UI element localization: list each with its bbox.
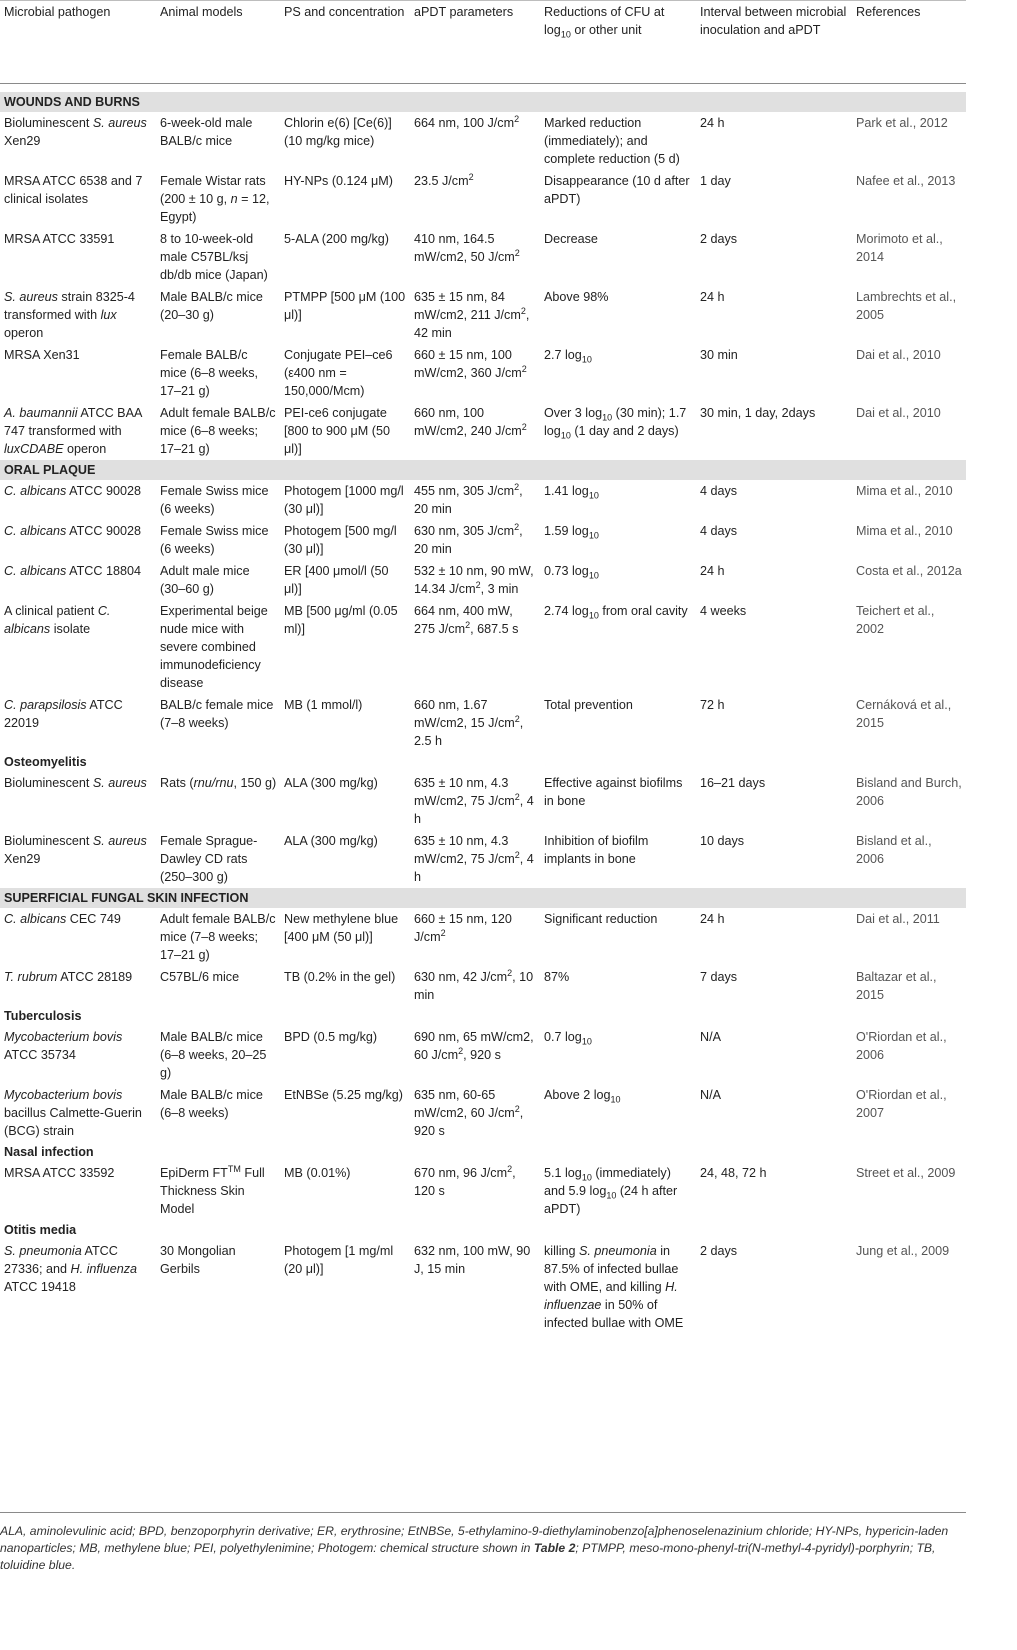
cell-ps: MB (0.01%) [284, 1166, 351, 1180]
cell-reference: Morimoto et al., 2014 [856, 232, 943, 264]
cell-pathogen: S. pneumonia ATCC 27336; and H. influenza ATCC 19418 [4, 1244, 138, 1294]
table-row [0, 694, 966, 752]
cell-reduction: Total prevention [544, 698, 633, 712]
cell-pathogen: Mycobacterium bovis ATCC 35734 [4, 1030, 123, 1062]
cell-animal: Male BALB/c mice (20–30 g) [160, 290, 263, 322]
cell-interval: 4 days [700, 484, 738, 498]
cell-pathogen: S. aureus strain 8325-4 transformed with lux operon [4, 290, 135, 340]
cell-interval: 4 days [700, 524, 738, 538]
cell-interval: 10 days [700, 834, 745, 848]
cell-ps: ER [400 μmol/l (50 μl)] [284, 564, 389, 596]
table-header [0, 1, 966, 84]
cell-reduction: Inhibition of biofilm implants in bone [544, 834, 649, 866]
cell-apdt: 664 nm, 400 mW, 275 $J/cm^2$, 687.5 s [414, 604, 519, 636]
cell-interval: 1 day [700, 174, 731, 188]
cell-pathogen: Bioluminescent S. aureus Xen29 [4, 116, 147, 148]
cell-apdt: 455 nm, 305 $J/cm^2$, 20 min [414, 481, 523, 516]
cell-pathogen: C. albicans CEC 749 [4, 912, 121, 926]
table-row [0, 1162, 966, 1220]
cell-animal: 8 to 10-week-old male C57BL/ksj db/db mice (Japan) [160, 232, 268, 282]
header-pathogen: Microbial pathogen [0, 1, 156, 84]
header-references: References [852, 1, 966, 84]
header-animal: Animal models [156, 1, 280, 84]
cell-reduction: 0.7 $\log_{10}$ [544, 1030, 592, 1047]
cell-reference: Lambrechts et al., 2005 [856, 290, 957, 322]
cell-ps: Photogem [1000 mg/l (30 μl)] [284, 484, 404, 516]
cell-ps: BPD (0.5 mg/kg) [284, 1030, 378, 1044]
table-body [0, 84, 966, 1335]
cell-reference: Street et al., 2009 [856, 1166, 956, 1180]
cell-ps: PEI-ce6 conjugate [800 to 900 μM (50 μl)] [284, 406, 390, 456]
cell-pathogen: A. baumannii ATCC BAA 747 transformed with luxCDABE operon [4, 406, 142, 456]
header-reduction: Reductions of CFU at $\log_{10}$ or other unit [540, 1, 696, 84]
cell-pathogen: C. albicans ATCC 90028 [4, 484, 141, 498]
cell-reduction: 1.59 $\log_{10}$ [544, 524, 599, 541]
cell-apdt: 630 nm, 42 $J/cm^2$, 10 min [414, 967, 534, 1002]
section-wounds: WOUNDS AND BURNS [0, 92, 966, 112]
table-row [0, 228, 966, 286]
table-row [0, 286, 966, 344]
cell-apdt: 660 ± 15 nm, 100 mW/cm2, 360 $J/cm^2$ [414, 348, 527, 380]
cell-reference: Jung et al., 2009 [856, 1244, 950, 1258]
header-interval: Interval between microbial inoculation and aPDT [696, 1, 852, 84]
section-otitis: Otitis media [4, 1223, 77, 1237]
table-row [0, 520, 966, 560]
cell-reference: Cernáková et al., 2015 [856, 698, 952, 730]
cell-apdt: 532 ± 10 nm, 90 mW, 14.34 $J/cm^2$, 3 min [414, 564, 534, 596]
cell-ps: Conjugate PEI–ce6 (ε400 nm = 150,000/Mcm) [284, 348, 393, 398]
header-apdt: aPDT parameters [410, 1, 540, 84]
table-row [0, 1026, 966, 1084]
cell-pathogen: Mycobacterium bovis bacillus Calmette-Guerin (BCG) strain [4, 1088, 142, 1138]
cell-reference: Dai et al., 2010 [856, 348, 941, 362]
cell-apdt: 410 nm, 164.5 mW/cm2, 50 $J/cm^2$ [414, 232, 520, 264]
cell-pathogen: C. parapsilosis ATCC 22019 [4, 698, 123, 730]
cell-apdt: 23.5 $J/cm^2$ [414, 171, 474, 188]
cell-animal: 6-week-old male BALB/c mice [160, 116, 253, 148]
cell-ps: ALA (300 mg/kg) [284, 834, 378, 848]
table-row [0, 908, 966, 966]
cell-animal: Adult female BALB/c mice (6–8 weeks; 17–21 g) [160, 406, 276, 456]
cell-reference: Park et al., 2012 [856, 116, 948, 130]
cell-interval: 16–21 days [700, 776, 766, 790]
cell-reduction: 5.1 $\log_{10}$ (immediately) and 5.9 $\log_{10} (24$ h after aPDT) [544, 1166, 678, 1216]
cell-apdt: 635 nm, 60-65 mW/cm2, 60 $J/cm^2$, 920 s [414, 1088, 524, 1138]
cell-reference: Baltazar et al., 2015 [856, 970, 937, 1002]
cell-apdt: 635 ± 10 nm, 4.3 mW/cm2, 75 $J/cm^2$, 4 h [414, 834, 534, 884]
cell-animal: Male BALB/c mice (6–8 weeks, 20–25 g) [160, 1030, 267, 1080]
cell-reference: Dai et al., 2010 [856, 406, 941, 420]
cell-apdt: 635 ± 10 nm, 4.3 mW/cm2, 75 $J/cm^2$, 4 h [414, 776, 534, 826]
cell-animal: C57BL/6 mice [160, 970, 240, 984]
cell-reference: Bisland and Burch, 2006 [856, 776, 962, 808]
cell-interval: N/A [700, 1030, 721, 1044]
table-row [0, 772, 966, 830]
cell-reduction: Above 2 $\log_{10}$ [544, 1088, 621, 1105]
cell-animal: Adult male mice (30–60 g) [160, 564, 250, 596]
table-row [0, 480, 966, 520]
cell-pathogen: Bioluminescent S. aureus Xen29 [4, 834, 147, 866]
cell-interval: 2 days [700, 232, 738, 246]
cell-reference: Nafee et al., 2013 [856, 174, 956, 188]
table-row [0, 600, 966, 694]
cell-reduction: 1.41 $\log_{10}$ [544, 484, 599, 501]
cell-interval: 7 days [700, 970, 738, 984]
cell-apdt: 660 nm, 1.67 mW/cm2, 15 $J/cm^2$, 2.5 h [414, 698, 524, 748]
cell-interval: 24 h [700, 564, 725, 578]
cell-animal: Experimental beige nude mice with severe combined immunodeficiency disease [160, 604, 268, 690]
table-row [0, 966, 966, 1006]
section-fungal: SUPERFICIAL FUNGAL SKIN INFECTION [0, 888, 966, 908]
cell-interval: 24 h [700, 290, 725, 304]
cell-reference: Mima et al., 2010 [856, 524, 953, 538]
cell-ps: Chlorin e(6) [Ce(6)] (10 mg/kg mice) [284, 116, 392, 148]
table-row [0, 112, 966, 170]
cell-ps: HY-NPs (0.124 μM) [284, 174, 393, 188]
cell-interval: 24, 48, 72 h [700, 1166, 767, 1180]
cell-ps: EtNBSe (5.25 mg/kg) [284, 1088, 403, 1102]
cell-reduction: Significant reduction [544, 912, 658, 926]
cell-ps: Photogem [500 mg/l (30 μl)] [284, 524, 397, 556]
cell-pathogen: MRSA Xen31 [4, 348, 80, 362]
cell-reference: Mima et al., 2010 [856, 484, 953, 498]
cell-animal: Female Sprague-Dawley CD rats (250–300 g) [160, 834, 258, 884]
cell-reference: Dai et al., 2011 [856, 912, 940, 926]
cell-apdt: 635 ± 15 nm, 84 mW/cm2, 211 $J/cm^2$, 42 min [414, 290, 530, 340]
cell-ps: Photogem [1 mg/ml (20 μl)] [284, 1244, 394, 1276]
cell-reduction: Over 3 $\log_{10} (30$ min); 1.7 $\log_{10} (1$ day and 2 days) [544, 406, 687, 441]
cell-pathogen: MRSA ATCC 6538 and 7 clinical isolates [4, 174, 143, 206]
cell-reference: O'Riordan et al., 2006 [856, 1030, 947, 1062]
cell-apdt: 632 nm, 100 mW, 90 J, 15 min [414, 1244, 531, 1276]
table-row [0, 402, 966, 460]
table-row [0, 170, 966, 228]
cell-reference: Costa et al., 2012a [856, 564, 962, 578]
section-osteo: Osteomyelitis [4, 755, 87, 769]
cell-pathogen: A clinical patient C. albicans isolate [4, 604, 111, 636]
cell-apdt: 630 nm, 305 $J/cm^2$, 20 min [414, 521, 523, 556]
section-nasal: Nasal infection [4, 1145, 94, 1159]
table-row [0, 560, 966, 600]
cell-apdt: 660 nm, 100 mW/cm2, 240 $J/cm^2$ [414, 406, 527, 438]
cell-interval: 24 h [700, 116, 725, 130]
cell-pathogen: T. rubrum ATCC 28189 [4, 970, 133, 984]
cell-reduction: Disappearance (10 d after aPDT) [544, 174, 690, 206]
cell-animal: BALB/c female mice (7–8 weeks) [160, 698, 274, 730]
table-row [0, 344, 966, 402]
cell-apdt: 670 nm, 96 $J/cm^2$, 120 s [414, 1163, 516, 1198]
cell-pathogen: C. albicans ATCC 18804 [4, 564, 141, 578]
cell-animal: Adult female BALB/c mice (7–8 weeks; 17–21 g) [160, 912, 276, 962]
cell-ps: PTMPP [500 μM (100 μl)] [284, 290, 406, 322]
cell-ps: ALA (300 mg/kg) [284, 776, 378, 790]
table-row [0, 1084, 966, 1142]
cell-animal: Female Swiss mice (6 weeks) [160, 484, 269, 516]
cell-pathogen: MRSA ATCC 33592 [4, 1166, 115, 1180]
cell-reduction: 2.74 $\log_{10}$ from oral cavity [544, 604, 688, 621]
cell-animal: Rats (rnu/rnu, 150 g) [160, 776, 277, 790]
table-footnote: ALA, aminolevulinic acid; BPD, benzoporphyrin derivative; ER, erythrosine; EtNBSe, 5-ethylamino-9-diethylaminobenzo[a]phenoselenazinium chloride; HY-NPs, hypericin-laden nanoparticles; MB, methylene blue; PEI, polyethylenimine; Photogem: chemical structure shown in Table 2; PTMPP, meso-mono-phenyl-tri(N-methyl-4-pyridyl)-porphyrin; TB, toluidine blue. [0, 1512, 966, 1574]
cell-reduction: 0.73 $\log_{10}$ [544, 564, 599, 581]
cell-apdt: 660 ± 15 nm, 120 $J/cm^2$ [414, 912, 512, 944]
cell-reduction: 87% [544, 970, 570, 984]
cell-reduction: 2.7 $\log_{10}$ [544, 348, 592, 365]
cell-reference: O'Riordan et al., 2007 [856, 1088, 947, 1120]
cell-ps: TB (0.2% in the gel) [284, 970, 396, 984]
section-oral: ORAL PLAQUE [0, 460, 966, 480]
cell-interval: 2 days [700, 1244, 738, 1258]
cell-animal: 30 Mongolian Gerbils [160, 1244, 236, 1276]
cell-animal: Female Wistar rats (200 ± 10 g, n = 12, Egypt) [160, 174, 270, 224]
cell-ps: MB [500 μg/ml (0.05 ml)] [284, 604, 398, 636]
cell-animal: Male BALB/c mice (6–8 weeks) [160, 1088, 263, 1120]
cell-ps: New methylene blue [400 μM (50 μl)] [284, 912, 399, 944]
cell-reference: Teichert et al., 2002 [856, 604, 935, 636]
cell-pathogen: MRSA ATCC 33591 [4, 232, 115, 246]
cell-ps: MB (1 mmol/l) [284, 698, 363, 712]
cell-animal: EpiDerm FT™ Full Thickness Skin Model [160, 1163, 265, 1216]
cell-interval: 30 min, 1 day, 2days [700, 406, 816, 420]
cell-interval: 72 h [700, 698, 725, 712]
header-ps: PS and concentration [280, 1, 410, 84]
cell-reduction: Effective against biofilms in bone [544, 776, 683, 808]
cell-interval: N/A [700, 1088, 721, 1102]
cell-animal: Female Swiss mice (6 weeks) [160, 524, 269, 556]
cell-apdt: 664 nm, 100 $J/cm^2$ [414, 113, 520, 130]
cell-interval: 30 min [700, 348, 738, 362]
cell-reference: Bisland et al., 2006 [856, 834, 932, 866]
cell-reduction: Above 98% [544, 290, 609, 304]
cell-reduction: Decrease [544, 232, 598, 246]
cell-interval: 4 weeks [700, 604, 747, 618]
cell-reduction: Marked reduction (immediately); and complete reduction (5 d) [544, 116, 680, 166]
cell-animal: Female BALB/c mice (6–8 weeks, 17–21 g) [160, 348, 258, 398]
cell-reduction: killing S. pneumonia in 87.5% of infected bullae with OME, and killing H. influenzae in 50% of infected bullae with OME [544, 1244, 684, 1330]
cell-pathogen: C. albicans ATCC 90028 [4, 524, 141, 538]
table-row [0, 830, 966, 888]
table-row [0, 1240, 966, 1334]
cell-apdt: 690 nm, 65 mW/cm2, 60 $J/cm^2$, 920 s [414, 1030, 534, 1062]
cell-ps: 5-ALA (200 mg/kg) [284, 232, 389, 246]
cell-interval: 24 h [700, 912, 725, 926]
cell-pathogen: Bioluminescent S. aureus [4, 776, 147, 790]
section-tb: Tuberculosis [4, 1009, 82, 1023]
